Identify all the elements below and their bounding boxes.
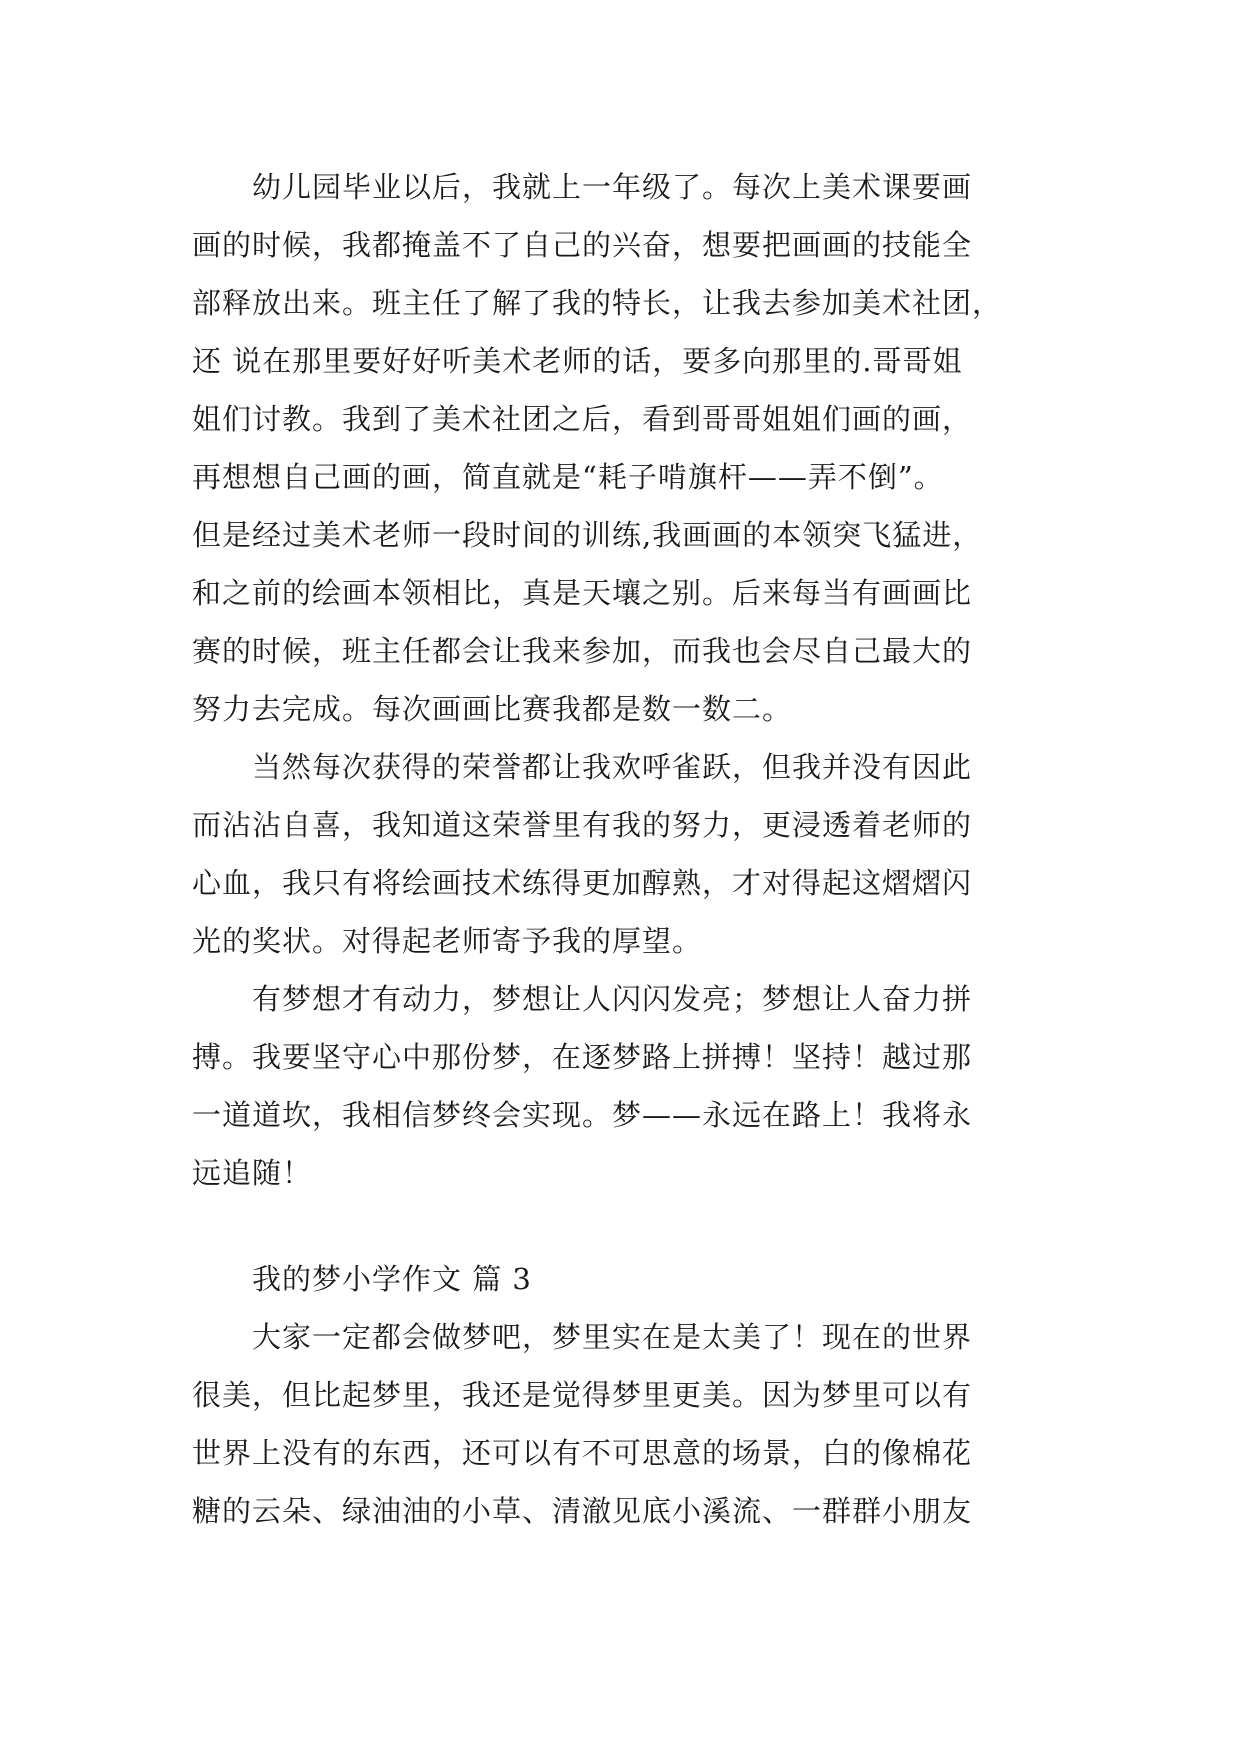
essay-section-1 [192,158,1052,1202]
text-line: 世界上没有的东西，还可以有不可思意的场景，白的像棉花 [192,1436,973,1470]
essay-section-2 [192,1308,1052,1540]
text-line: 心血，我只有将绘画技术练得更加醇熟，才对得起这熠熠闪 [192,866,973,900]
text-line: 光的奖状。对得起老师寄予我的厚望。 [192,924,703,958]
text-line: 姐们讨教。我到了美术社团之后，看到哥哥姐姐们画的画， [192,402,973,436]
text-line: 还 说在那里要好好听美术老师的话，要多向那里的.哥哥姐 [192,344,963,378]
text-line: 但是经过美术老师一段时间的训练,我画画的本领突飞猛进， [192,518,983,552]
text-line: 糖的云朵、绿油油的小草、清澈见底小溪流、一群群小朋友 [192,1494,973,1528]
text-line: 当然每次获得的荣誉都让我欢呼雀跃，但我并没有因此 [192,750,973,784]
text-line: 部释放出来。班主任了解了我的特长，让我去参加美术社团， [192,286,1003,320]
text-line: 有梦想才有动力，梦想让人闪闪发亮；梦想让人奋力拼 [192,982,973,1016]
text-line: 很美，但比起梦里，我还是觉得梦里更美。因为梦里可以有 [192,1378,973,1412]
text-line: 幼儿园毕业以后，我就上一年级了。每次上美术课要画 [192,170,973,204]
text-line: 而沾沾自喜，我知道这荣誉里有我的努力，更浸透着老师的 [192,808,973,842]
text-line: 远追随！ [192,1156,313,1190]
text-line: 一道道坎，我相信梦终会实现。梦——永远在路上！我将永 [192,1098,973,1132]
text-line: 搏。我要坚守心中那份梦，在逐梦路上拼搏！坚持！越过那 [192,1040,973,1074]
text-line: 画的时候，我都掩盖不了自己的兴奋，想要把画画的技能全 [192,228,973,262]
section-heading: 我的梦小学作文 篇 3 [252,1262,532,1296]
text-line: 大家一定都会做梦吧，梦里实在是太美了！现在的世界 [192,1320,973,1354]
text-line: 赛的时候，班主任都会让我来参加，而我也会尽自己最大的 [192,634,973,668]
text-line: 和之前的绘画本领相比，真是天壤之别。后来每当有画画比 [192,576,973,610]
text-line: 努力去完成。每次画画比赛我都是数一数二。 [192,692,793,726]
text-line: 再想想自己画的画，简直就是“耗子啃旗杆——弄不倒”。 [192,460,944,494]
